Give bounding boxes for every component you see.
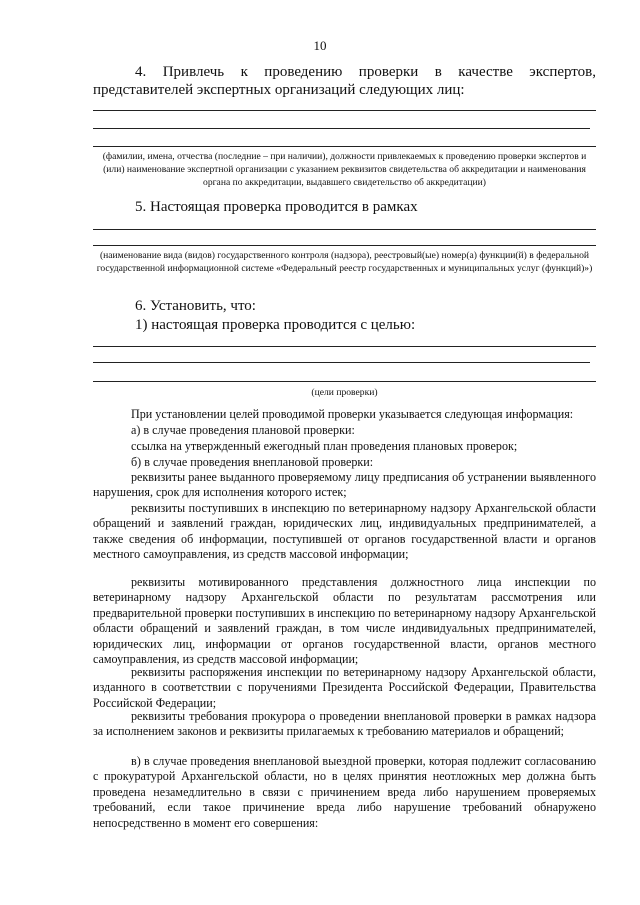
fill-line [93, 346, 596, 347]
body-paragraph: б) в случае проведения внеплановой проверки: [131, 455, 374, 469]
fill-line [93, 146, 596, 147]
body-paragraph: реквизиты требования прокурора о проведении внеплановой проверки в рамках надзора за исполнением законов и реквизиты прилагаемых к требованию материалов и обращений; [93, 709, 596, 739]
section-6-subheading: 1) настоящая проверка проводится с целью: [135, 317, 416, 333]
fill-line [93, 229, 596, 230]
page-number: 10 [313, 38, 327, 53]
body-paragraph: ссылка на утвержденный ежегодный план проведения плановых проверок; [131, 439, 518, 453]
body-paragraph: реквизиты распоряжения инспекции по ветеринарному надзору Архангельской области, изданного в соответствии с поручениями Президента Российской Федерации, Правительства Российской Федерации; [93, 665, 596, 710]
section-5-caption: (наименование вида (видов) государственного контроля (надзора), реестровый(ые) номер(а) функции(й) в федеральной государственной информационной системе «Федеральный реестр государственных и муниципальных услуг (функций)») [96, 250, 593, 274]
fill-line [93, 128, 590, 129]
fill-line [93, 110, 596, 111]
body-paragraph: реквизиты мотивированного представления должностного лица инспекции по ветеринарному надзору Архангельской области по результатам рассмотрения или предварительной проверки поступивших в инспекцию по ветеринарному надзору Архангельской области обращений и заявлений граждан, в том числе индивидуальных предпринимателей, юридических лиц, информации от органов государственной власти, органов местного самоуправления, из средств массовой информации; [93, 575, 597, 667]
body-paragraph: в) в случае проведения внеплановой выездной проверки, которая подлежит согласованию с прокуратурой Архангельской области, но в целях принятия неотложных мер должна быть проведена незамедлительно в связи с причинением вреда либо нарушением проверяемых требований, если такое причинение вреда либо нарушение требований обнаружено непосредственно в момент его совершения: [93, 754, 596, 830]
body-paragraph: реквизиты ранее выданного проверяемому лицу предписания об устранении выявленного нарушения, срок для исполнения которого истек; [93, 470, 596, 500]
body-paragraph: а) в случае проведения плановой проверки: [131, 423, 355, 437]
fill-line [93, 245, 596, 246]
section-5-heading: 5. Настоящая проверка проводится в рамках [135, 199, 418, 215]
body-paragraph: реквизиты поступивших в инспекцию по ветеринарному надзору Архангельской области обращений и заявлений граждан, юридических лиц, индивидуальных предпринимателей, а также сведения об информации, поступившей от органов государственной власти и органов местного самоуправления, из средств массовой информации; [93, 501, 596, 562]
section-4-heading: 4. Привлечь к проведению проверки в качестве экспертов, представителей экспертных организаций следующих лиц: [93, 64, 596, 98]
section-6-caption: (цели проверки) [311, 387, 378, 398]
body-paragraph: При установлении целей проводимой проверки указывается следующая информация: [131, 407, 574, 421]
section-6-heading: 6. Установить, что: [135, 298, 256, 314]
section-4-caption: (фамилии, имена, отчества (последние – при наличии), должности привлекаемых к проведению проверки экспертов и (или) наименование экспертной организации с указанием реквизитов свидетельства об аккредитации и наименования органа по аккредитации, выдавшего свидетельство об аккредитации) [102, 151, 587, 188]
fill-line [93, 381, 596, 382]
fill-line [93, 362, 590, 363]
